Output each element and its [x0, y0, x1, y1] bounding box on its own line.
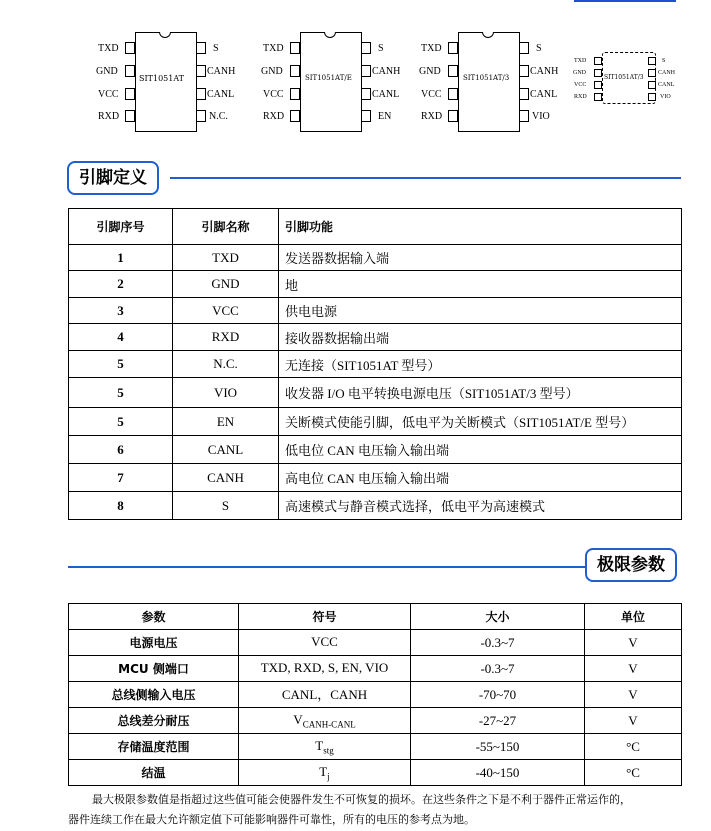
top-rule — [574, 0, 676, 2]
pin-label: S — [378, 43, 384, 54]
value-cell: -27~27 — [411, 708, 585, 734]
chip-name: SIT1051AT/E — [305, 74, 352, 82]
pin-label: VIO — [660, 94, 671, 100]
table-cell: CANL — [173, 436, 279, 464]
table-cell: 高电位 CAN 电压输入输出端 — [279, 464, 682, 492]
chip-name: SIT1051AT/3 — [604, 74, 644, 81]
table-cell: 关断模式使能引脚，低电平为关断模式（SIT1051AT/E 型号） — [279, 408, 682, 436]
table-row — [69, 760, 682, 786]
chip-name: SIT1051AT/3 — [463, 74, 510, 82]
table-row — [69, 271, 682, 298]
param-cell: MCU 侧端口 — [69, 656, 239, 682]
pin-label: CANH — [530, 66, 559, 77]
table-cell: RXD — [173, 324, 279, 351]
table-cell: 收发器 I/O 电平转换电源电压（SIT1051AT/3 型号） — [279, 378, 682, 408]
column-header: 符号 — [239, 604, 411, 630]
pin-label: S — [662, 58, 666, 64]
section-title-absolute-max: 极限参数 — [585, 548, 677, 582]
column-header: 引脚功能 — [279, 209, 682, 245]
table-row — [69, 734, 682, 760]
section-rule — [170, 177, 681, 179]
symbol-main: TXD, RXD, S, EN, VIO — [260, 659, 389, 675]
param-cell: 总线差分耐压 — [69, 708, 239, 734]
table-row — [69, 245, 682, 271]
param-cell: 结温 — [69, 760, 239, 786]
symbol-main: V — [293, 711, 303, 727]
pin-label: VCC — [574, 82, 587, 88]
table-cell: 供电电源 — [279, 298, 682, 324]
table-row — [69, 682, 682, 708]
table-cell: 发送器数据输入端 — [279, 245, 682, 271]
pin-label: TXD — [574, 58, 587, 64]
unit-cell: V — [585, 708, 682, 734]
pin-label: GND — [573, 70, 586, 76]
symbol-main: T — [319, 763, 328, 779]
unit-cell: V — [585, 656, 682, 682]
table-cell: 5 — [69, 351, 173, 378]
table-cell: 8 — [69, 492, 173, 520]
table-row — [69, 378, 682, 408]
table-row — [69, 324, 682, 351]
symbol-subscript: stg — [323, 745, 334, 756]
table-cell: S — [173, 492, 279, 520]
table-cell: 低电位 CAN 电压输入输出端 — [279, 436, 682, 464]
symbol-cell — [239, 630, 411, 656]
pin-definition-table — [68, 208, 682, 520]
unit-cell: V — [585, 682, 682, 708]
table-cell: 3 — [69, 298, 173, 324]
table-cell: 无连接（SIT1051AT 型号） — [279, 351, 682, 378]
pin-label: CANH — [658, 70, 676, 76]
symbol-cell — [239, 734, 411, 760]
pin-label: TXD — [421, 43, 442, 54]
chip-name: SIT1051AT — [139, 74, 185, 83]
table-cell: 5 — [69, 378, 173, 408]
pin-label: CANL — [372, 89, 400, 100]
table-row — [69, 408, 682, 436]
pin-label: RXD — [263, 111, 285, 122]
table-cell: VIO — [173, 378, 279, 408]
table-row — [69, 464, 682, 492]
note-line: 最大极限参数值是指超过这些值可能会使器件发生不可恢复的损坏。在这些条件之下是不利于器件正常运作的， — [92, 793, 631, 806]
pin-label: GND — [419, 66, 441, 77]
pin-label: VCC — [98, 89, 119, 100]
table-cell: VCC — [173, 298, 279, 324]
section-title-pin-definitions: 引脚定义 — [67, 161, 159, 195]
unit-cell: °C — [585, 734, 682, 760]
pin-label: TXD — [263, 43, 284, 54]
package-sit1051at-e — [260, 30, 410, 135]
param-cell: 总线侧输入电压 — [69, 682, 239, 708]
table-row — [69, 630, 682, 656]
symbol-main: T — [315, 737, 324, 753]
table-cell: EN — [173, 408, 279, 436]
table-row — [69, 298, 682, 324]
table-row — [69, 351, 682, 378]
pin-label: VCC — [421, 89, 442, 100]
symbol-subscript: j — [327, 771, 330, 782]
symbol-main: VCC — [311, 633, 338, 649]
pin-label: TXD — [98, 43, 119, 54]
value-cell: -40~150 — [411, 760, 585, 786]
table-cell: GND — [173, 271, 279, 298]
column-header: 引脚名称 — [173, 209, 279, 245]
table-cell: 2 — [69, 271, 173, 298]
pin-label: S — [536, 43, 542, 54]
symbol-subscript: CANH-CANL — [302, 719, 356, 730]
table-cell: 7 — [69, 464, 173, 492]
pin-label: VIO — [532, 111, 550, 122]
column-header: 参数 — [69, 604, 239, 630]
table-row — [69, 708, 682, 734]
table-cell: 1 — [69, 245, 173, 271]
pin-label: GND — [261, 66, 283, 77]
table-row — [69, 492, 682, 520]
pin-label: CANH — [372, 66, 401, 77]
value-cell: -55~150 — [411, 734, 585, 760]
table-row — [69, 656, 682, 682]
pin-label: RXD — [574, 94, 587, 100]
pin-label: EN — [378, 111, 392, 122]
table-cell: 接收器数据输出端 — [279, 324, 682, 351]
package-sit1051at-3 — [418, 30, 568, 135]
table-cell: 6 — [69, 436, 173, 464]
table-cell: CANH — [173, 464, 279, 492]
symbol-cell — [239, 760, 411, 786]
symbol-main: CANL，CANH — [281, 687, 368, 703]
table-cell: N.C. — [173, 351, 279, 378]
symbol-cell — [239, 656, 411, 682]
param-cell: 存储温度范围 — [69, 734, 239, 760]
table-cell: 5 — [69, 408, 173, 436]
value-cell: -0.3~7 — [411, 656, 585, 682]
param-cell: 电源电压 — [69, 630, 239, 656]
table-row — [69, 436, 682, 464]
package-sit1051at — [95, 30, 245, 135]
absolute-max-table — [68, 603, 682, 786]
table-cell: 4 — [69, 324, 173, 351]
symbol-cell — [239, 708, 411, 734]
note-line: 器件连续工作在最大允许额定值下可能影响器件可靠性，所有的电压的参考点为地。 — [68, 813, 475, 826]
pin-label: N.C. — [209, 111, 228, 122]
unit-cell: V — [585, 630, 682, 656]
pin-label: RXD — [98, 111, 120, 122]
column-header: 单位 — [585, 604, 682, 630]
unit-cell: °C — [585, 760, 682, 786]
package-sit1051at-3-dfn — [572, 50, 682, 110]
pin-label: CANL — [530, 89, 558, 100]
table-cell: 高速模式与静音模式选择，低电平为高速模式 — [279, 492, 682, 520]
pin-label: GND — [96, 66, 118, 77]
symbol-cell — [239, 682, 411, 708]
column-header: 大小 — [411, 604, 585, 630]
value-cell: -70~70 — [411, 682, 585, 708]
note-paragraph — [68, 790, 688, 830]
pin-label: CANH — [207, 66, 236, 77]
pin-label: S — [213, 43, 219, 54]
value-cell: -0.3~7 — [411, 630, 585, 656]
table-cell: TXD — [173, 245, 279, 271]
pin-label: VCC — [263, 89, 284, 100]
pin-label: CANL — [658, 82, 675, 88]
pin-label: RXD — [421, 111, 443, 122]
column-header: 引脚序号 — [69, 209, 173, 245]
table-cell: 地 — [279, 271, 682, 298]
section-rule — [68, 566, 588, 568]
pin-label: CANL — [207, 89, 235, 100]
